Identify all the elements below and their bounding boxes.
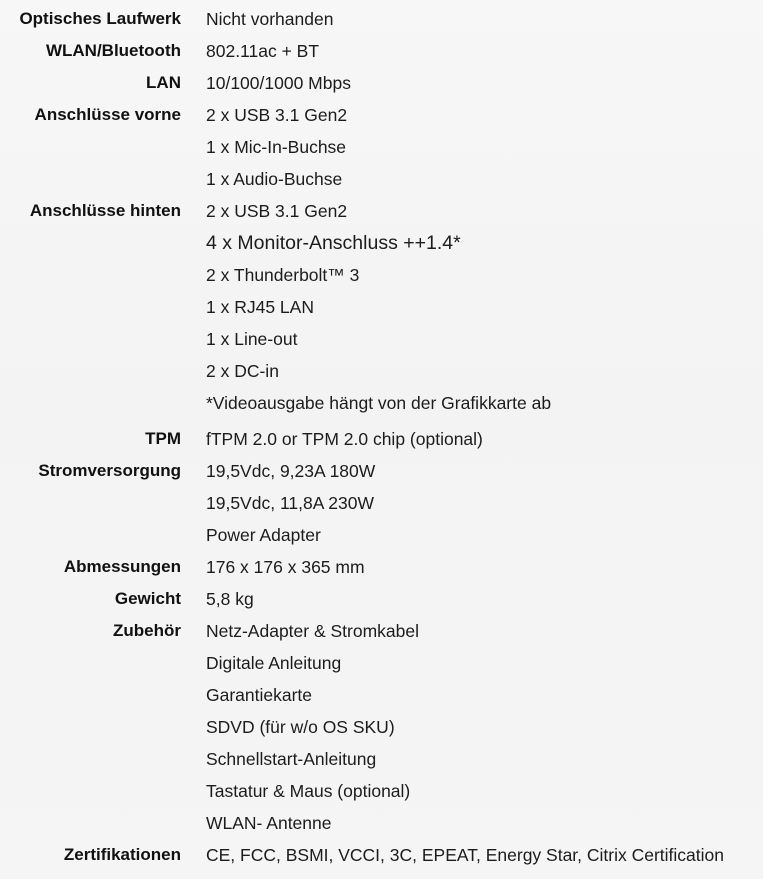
spec-values (181, 3, 763, 35)
spec-value: 1 x Mic-In-Buchse (206, 137, 347, 157)
spec-row-optical-drive (0, 3, 763, 35)
spec-value: 1 x RJ45 LAN (206, 297, 314, 317)
spec-values (181, 615, 763, 839)
spec-value: 2 x USB 3.1 Gen2 (206, 201, 348, 221)
spec-value: CE, FCC, BSMI, VCCI, 3C, EPEAT, Energy Star, Citrix Certification (206, 845, 725, 865)
spec-values (181, 839, 763, 871)
spec-value: Digitale Anleitung (206, 653, 342, 673)
spec-value: SDVD (für w/o OS SKU) (206, 717, 395, 737)
spec-values (181, 551, 763, 583)
spec-label: Anschlüsse hinten (29, 201, 181, 220)
spec-footnote: *Videoausgabe hängt von der Grafikkarte ab (206, 393, 552, 413)
spec-row-dimensions (0, 551, 763, 583)
spec-value: 802.11ac + BT (206, 41, 320, 61)
spec-label: Anschlüsse vorne (34, 105, 181, 124)
spec-values (181, 99, 763, 195)
spec-value: 1 x Audio-Buchse (206, 169, 343, 189)
spec-label: Stromversorgung (38, 461, 181, 480)
spec-label: Zertifikationen (63, 845, 181, 864)
spec-table (0, 3, 763, 871)
spec-value: 10/100/1000 Mbps (206, 73, 351, 93)
spec-row-front-ports (0, 99, 763, 195)
spec-values (181, 455, 763, 551)
spec-value: WLAN- Antenne (206, 813, 332, 833)
spec-value: fTPM 2.0 or TPM 2.0 chip (optional) (206, 429, 483, 449)
spec-row-certifications (0, 839, 763, 871)
spec-label: Gewicht (114, 589, 181, 608)
spec-label: Abmessungen (63, 557, 181, 576)
spec-values (181, 423, 763, 455)
spec-value: 1 x Line-out (206, 329, 298, 349)
spec-values (181, 35, 763, 67)
spec-row-power-supply (0, 455, 763, 551)
spec-value: Netz-Adapter & Stromkabel (206, 621, 420, 641)
spec-value: Power Adapter (206, 525, 321, 545)
spec-row-wlan-bluetooth (0, 35, 763, 67)
spec-label: TPM (145, 429, 181, 448)
spec-row-lan (0, 67, 763, 99)
spec-value: Tastatur & Maus (optional) (206, 781, 411, 801)
spec-label: LAN (146, 73, 181, 92)
spec-value: 19,5Vdc, 11,8A 230W (206, 493, 374, 513)
spec-row-rear-ports (0, 195, 763, 419)
spec-value: 19,5Vdc, 9,23A 180W (206, 461, 376, 481)
spec-value: Garantiekarte (206, 685, 313, 705)
spec-values (181, 195, 763, 419)
spec-value: 2 x USB 3.1 Gen2 (206, 105, 348, 125)
spec-values (181, 67, 763, 99)
spec-row-weight (0, 583, 763, 615)
spec-label: Optisches Laufwerk (19, 9, 181, 28)
spec-value: Schnellstart-Anleitung (206, 749, 377, 769)
spec-value: Nicht vorhanden (206, 9, 334, 29)
spec-label: Zubehör (113, 621, 181, 640)
spec-value: 4 x Monitor-Anschluss ++1.4* (206, 232, 461, 254)
spec-value: 176 x 176 x 365 mm (206, 557, 365, 577)
spec-value: 5,8 kg (206, 589, 254, 609)
spec-values (181, 583, 763, 615)
spec-label: WLAN/Bluetooth (45, 41, 181, 60)
spec-value: 2 x Thunderbolt™ 3 (206, 265, 360, 285)
spec-row-tpm (0, 423, 763, 455)
spec-value: 2 x DC-in (206, 361, 279, 381)
spec-row-accessories (0, 615, 763, 839)
